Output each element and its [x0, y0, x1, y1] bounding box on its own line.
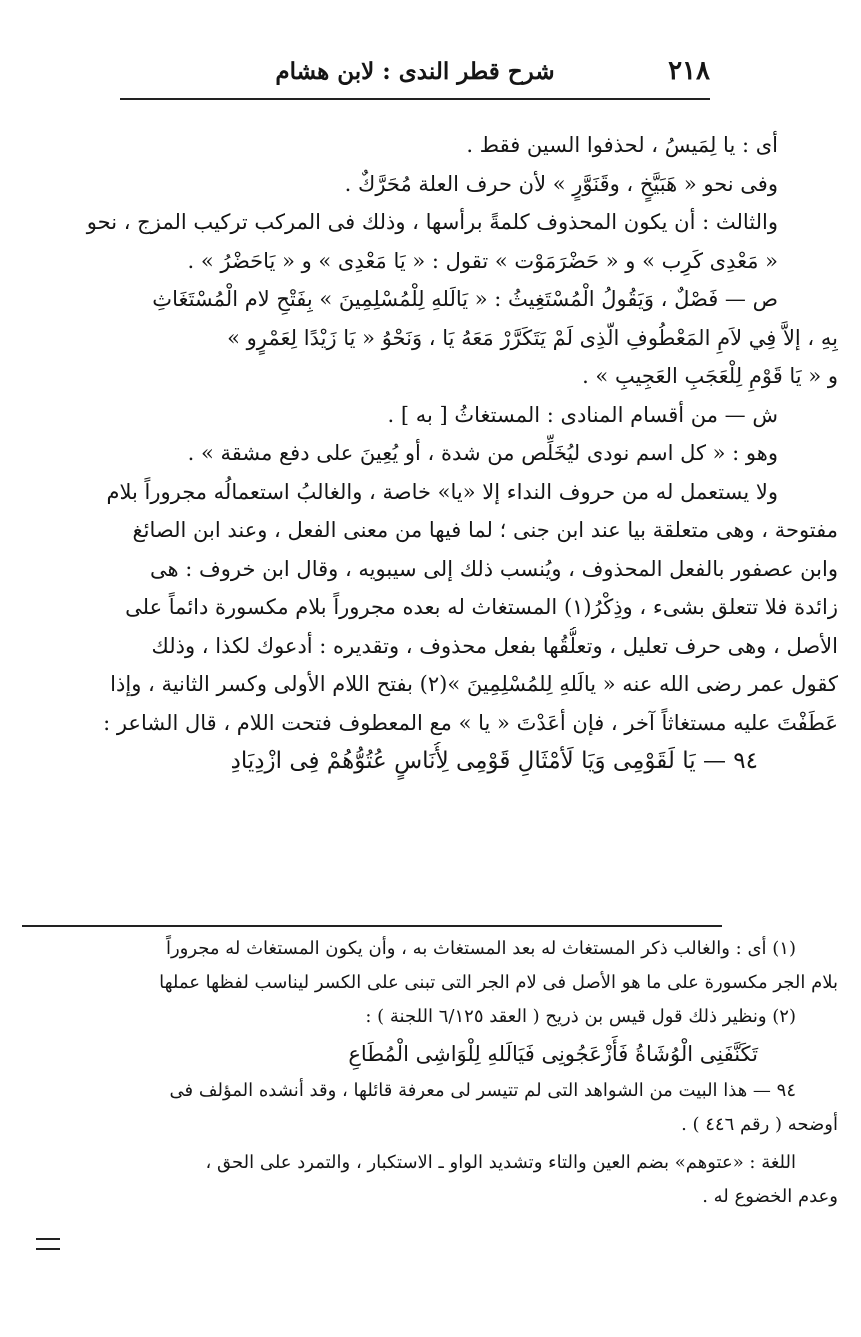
- end-mark: [36, 1238, 60, 1250]
- text-line: كقول عمر رضى الله عنه « يالَلهِ لِلمُسْلِمِينَ »(٢) بفتح اللام الأولى وكسر الثانية ، وإذا: [110, 672, 838, 696]
- text-line: وهو : « كل اسم نودى ليُخَلِّص من شدة ، أو يُعِينَ على دفع مشقة » .: [187, 441, 778, 465]
- main-text: [22, 126, 838, 781]
- footnote-rule: [22, 925, 722, 927]
- poetry-verse: ٩٤ — يَا لَقَوْمِى وَيَا لَأمْثَالِ قَوْمِى لِأُنَاسٍ عُتُوُّهُمْ فِى ازْدِيَادِ: [230, 748, 758, 774]
- footnote-line: (٢) ونظير ذلك قول قيس بن ذريح ( العقد ٦/١٢٥ اللجنة ) :: [365, 1006, 796, 1027]
- text-line: وابن عصفور بالفعل المحذوف ، ويُنسب ذلك إلى سيبويه ، وقال ابن خروف : هى: [149, 556, 838, 581]
- text-line: والثالث : أن يكون المحذوف كلمةً برأسها ، وذلك فى المركب تركيب المزج ، نحو: [86, 210, 778, 234]
- footnote-line: أوضحه ( رقم ٤٤٦ ) .: [681, 1114, 838, 1135]
- text-line: وفى نحو « هَبَيَّخٍ ، وقَنَوَّرٍ » لأن حرف العلة مُحَرَّكٌ .: [344, 171, 778, 196]
- footnote-line: ٩٤ — هذا البيت من الشواهد التى لم تتيسر لى معرفة قائلها ، وقد أنشده المؤلف فى: [169, 1080, 796, 1101]
- text-line: « مَعْدِى كَرِب » و « حَضْرَمَوْت » تقول : « يَا مَعْدِى » و « يَاحَضْرُ » .: [187, 248, 778, 273]
- header-rule: [120, 98, 710, 100]
- text-line: مفتوحة ، وهى متعلقة بيا عند ابن جنى ؛ لما فيها من معنى الفعل ، وعند ابن الصائغ: [132, 518, 838, 542]
- text-line: ش — من أقسام المنادى : المستغاثُ [ به ] .: [387, 402, 778, 427]
- text-line: زائدة فلا تتعلق بشىء ، وذِكْرُ(١) المستغاث له بعده مجروراً بلام مكسورة دائماً على: [125, 595, 838, 619]
- footnote-verse: تَكَنَّفَنِى الْوُشَاةُ فَأَزْعَجُونِى فَيَالَلهِ لِلْوَاشِى الْمُطَاعِ: [348, 1042, 758, 1066]
- text-line: ولا يستعمل له من حروف النداء إلا «يا» خاصة ، والغالبُ استعمالُه مجروراً بلام: [106, 479, 778, 504]
- running-title: شرح قطر الندى : لابن هشام: [275, 58, 555, 85]
- text-line: و « يَا قَوْمِ لِلْعَجَبِ العَجِيبِ » .: [582, 364, 838, 388]
- footnotes: [22, 932, 838, 1214]
- text-line: ص — فَصْلٌ ، وَيَقُولُ الْمُسْتَغِيثُ : « يَالَلهِ لِلْمُسْلِمِينَ » بِفَتْحِ لام الْمُسْتَغَاثِ: [152, 287, 778, 311]
- footnote-line: بلام الجر مكسورة على ما هو الأصل فى لام الجر التى تبنى على الكسر ليناسب لفظها عملها: [159, 972, 838, 993]
- text-line: بِهِ ، إلاَّ فِي لاَمِ المَعْطُوفِ الّذِى لَمْ يَتَكَرَّرْ مَعَهُ يَا ، وَنَحْوُ « يَا زَيْدًا لِعَمْرٍو »: [227, 325, 838, 350]
- text-line: أى : يا لِمَيسُ ، لحذفوا السين فقط .: [466, 133, 778, 157]
- footnote-line: وعدم الخضوع له .: [702, 1186, 838, 1207]
- page-header: [120, 52, 710, 96]
- text-line: الأصل ، وهى حرف تعليل ، وتعلُّقُها بفعل محذوف ، وتقديره : أدعوك لكذا ، وذلك: [151, 633, 838, 658]
- footnote-line: اللغة : «عتوهم» بضم العين والتاء وتشديد الواو ـ الاستكبار ، والتمرد على الحق ،: [205, 1152, 796, 1173]
- footnote-line: (١) أى : والغالب ذكر المستغاث له بعد المستغاث به ، وأن يكون المستغاث له مجروراً: [165, 938, 796, 959]
- text-line: عَطَفْتَ عليه مستغاثاً آخر ، فإن أعَدْتَ « يا » مع المعطوف فتحت اللام ، قال الشاعر :: [103, 710, 838, 735]
- page-number: ٢١٨: [668, 56, 710, 86]
